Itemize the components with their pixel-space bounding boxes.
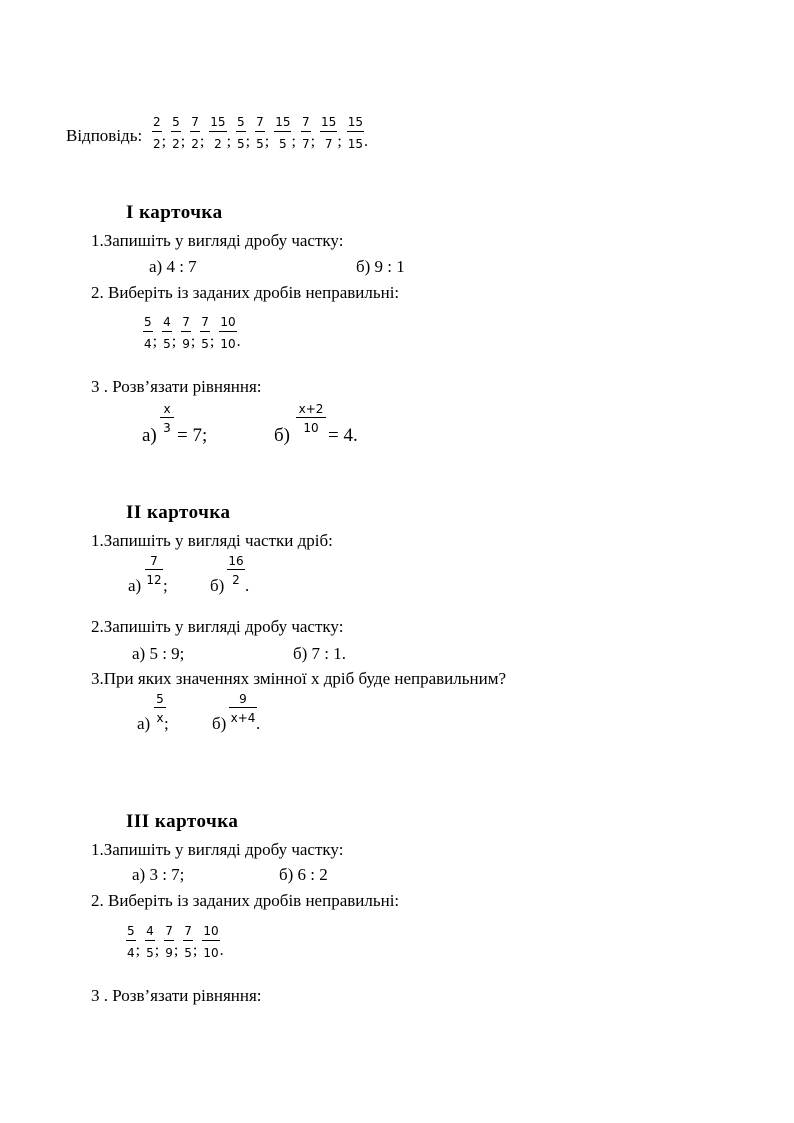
card1-eq-a-fraction [160,403,174,434]
fraction-numerator: 16 [228,554,244,568]
fraction [181,316,191,350]
fraction-separator: ; [310,133,316,150]
fraction-numerator: 5 [154,693,166,708]
card2-q2-option-b: б) 7 : 1. [293,644,347,663]
fraction [183,925,193,959]
fraction-separator: ; [226,133,232,150]
card2-question1: 1.Запишіть у вигляді частки дріб: [91,531,333,550]
card3-question3: 3 . Розв’язати рівняння: [91,986,262,1005]
fraction-denominator: 5 [256,137,264,151]
fraction [190,116,200,150]
fraction [126,925,136,959]
fraction-numerator: 4 [162,316,172,332]
fraction-numerator: 5 [143,316,153,332]
fraction-denominator: 5 [184,946,192,960]
fraction-numerator: 5 [236,116,246,132]
fraction [152,116,162,150]
fraction-separator: ; [337,133,342,150]
fraction-numerator: 2 [152,116,162,132]
fraction-denominator: 7 [301,137,310,151]
fraction-separator: ; [161,133,167,150]
card3-question1: 1.Запишіть у вигляді дробу частку: [91,840,344,859]
fraction-denominator: x+4 [230,711,256,725]
fraction-denominator: 12 [146,573,162,587]
card1-question3: 3 . Розв’язати рівняння: [91,377,262,396]
fraction [171,116,181,150]
fraction-numerator: 5 [171,116,181,132]
card2-q2-option-a: а) 5 : 9; [132,644,185,663]
fraction-numerator: 7 [164,925,174,941]
fraction-denominator: 5 [163,337,171,351]
fraction-denominator: 4 [144,337,152,351]
fraction-numerator: 7 [190,116,200,132]
card1-eq-b-prefix: б) [274,425,290,446]
fraction [236,116,246,150]
fraction-denominator: 7 [324,137,333,151]
card1-q2-fraction-row [143,305,303,350]
card3-q2-fraction-row [126,914,286,959]
fraction-separator: ; [199,133,205,150]
fraction-denominator: 2 [153,137,161,151]
fraction-numerator: 7 [301,116,311,132]
fraction [347,116,364,150]
card2-q3-b-fraction [229,693,257,724]
fraction-separator: ; [190,333,196,350]
card3-q1-option-a: а) 3 : 7; [132,865,185,884]
fraction-separator: ; [291,133,296,150]
fraction-denominator: 2 [172,137,180,151]
fraction [145,925,155,959]
fraction-separator: ; [192,942,198,959]
fraction-numerator: 7 [145,555,163,570]
card1-eq-a-prefix: а) [142,425,157,446]
fraction [162,316,172,350]
fraction-numerator: 15 [320,116,337,132]
fraction-numerator: 5 [126,925,136,941]
fraction [200,316,210,350]
fraction [209,116,226,150]
fraction-numerator: 7 [200,316,210,332]
card1-q1-option-a: а) 4 : 7 [149,257,197,276]
fraction-denominator: 15 [347,137,364,151]
fraction-denominator: 5 [279,137,287,151]
fraction [320,116,337,150]
card2-q1-b-prefix: б) [210,576,225,595]
fraction-denominator: 5 [146,946,154,960]
card2-q3-a-prefix: а) [137,714,151,733]
fraction-numerator: x [160,403,174,418]
fraction-numerator: 15 [209,116,226,132]
card2-q3-a-suffix: ; [164,714,169,733]
fraction-denominator: 9 [165,946,173,960]
fraction-numerator: 7 [181,316,191,332]
fraction-separator: . [236,333,241,350]
fraction-separator: ; [171,333,177,350]
fraction [164,925,174,959]
fraction [274,116,291,150]
fraction-denominator: 4 [127,946,135,960]
fraction-denominator: 5 [237,137,245,151]
card2-question3: 3.При яких значеннях змінної х дріб буде неправильним? [91,669,507,688]
fraction-numerator: 10 [219,316,236,332]
card2-title: ІІ карточка [126,502,231,523]
card2-q1-a-suffix: ; [163,576,168,595]
fraction-denominator: 5 [201,337,209,351]
card3-question2: 2. Виберіть із заданих дробів неправильні: [91,891,400,910]
answer-label: Відповідь: [66,126,143,145]
card2-q1-b-suffix: . [245,576,250,595]
fraction-numerator: 10 [202,925,219,941]
fraction-numerator: 15 [274,116,291,132]
card1-question2: 2. Виберіть із заданих дробів неправильні: [91,283,400,302]
card1-eq-b-fraction [296,403,326,434]
fraction-denominator: 9 [182,337,190,351]
fraction-denominator: 2 [214,137,222,151]
fraction [301,116,311,150]
card2-q1-a-prefix: а) [128,576,142,595]
fraction-denominator: 10 [220,337,236,351]
fraction-separator: ; [180,133,186,150]
card1-question1: 1.Запишіть у вигляді дробу частку: [91,231,344,250]
card3-title: ІІІ карточка [126,811,239,832]
fraction [202,925,219,959]
fraction-separator: . [219,942,224,959]
fraction-separator: ; [209,333,215,350]
fraction-denominator: 10 [203,946,219,960]
fraction-separator: ; [264,133,270,150]
fraction-separator: . [364,133,369,150]
fraction-numerator: 9 [229,693,257,708]
fraction-denominator: 3 [163,421,171,435]
fraction-denominator: 10 [303,421,319,435]
fraction [219,316,236,350]
card2-q3-b-suffix: . [256,714,261,733]
fraction-numerator: 7 [255,116,265,132]
card2-q1-b-fraction [227,555,245,586]
fraction-numerator: 4 [145,925,155,941]
answer-fraction-row [152,100,442,150]
card1-eq-b-suffix: = 4. [328,425,358,446]
fraction-separator: ; [154,942,160,959]
fraction-numerator: 15 [347,116,364,132]
fraction-numerator: x+2 [296,403,326,418]
fraction-separator: ; [245,133,251,150]
card2-q1-a-fraction [145,555,163,586]
card2-question2: 2.Запишіть у вигляді дробу частку: [91,617,344,636]
card3-q1-option-b: б) 6 : 2 [279,865,328,884]
fraction [143,316,153,350]
fraction-separator: ; [135,942,141,959]
fraction-numerator: 7 [183,925,193,941]
fraction-separator: ; [173,942,179,959]
fraction-denominator: 2 [191,137,199,151]
card1-q1-option-b: б) 9 : 1 [356,257,405,276]
fraction-denominator: 2 [232,573,240,587]
card1-eq-a-suffix: = 7; [177,425,208,446]
card1-title: І карточка [126,202,223,223]
fraction-separator: ; [152,333,158,350]
fraction-denominator: x [156,711,164,725]
fraction [255,116,265,150]
card2-q3-b-prefix: б) [212,714,227,733]
